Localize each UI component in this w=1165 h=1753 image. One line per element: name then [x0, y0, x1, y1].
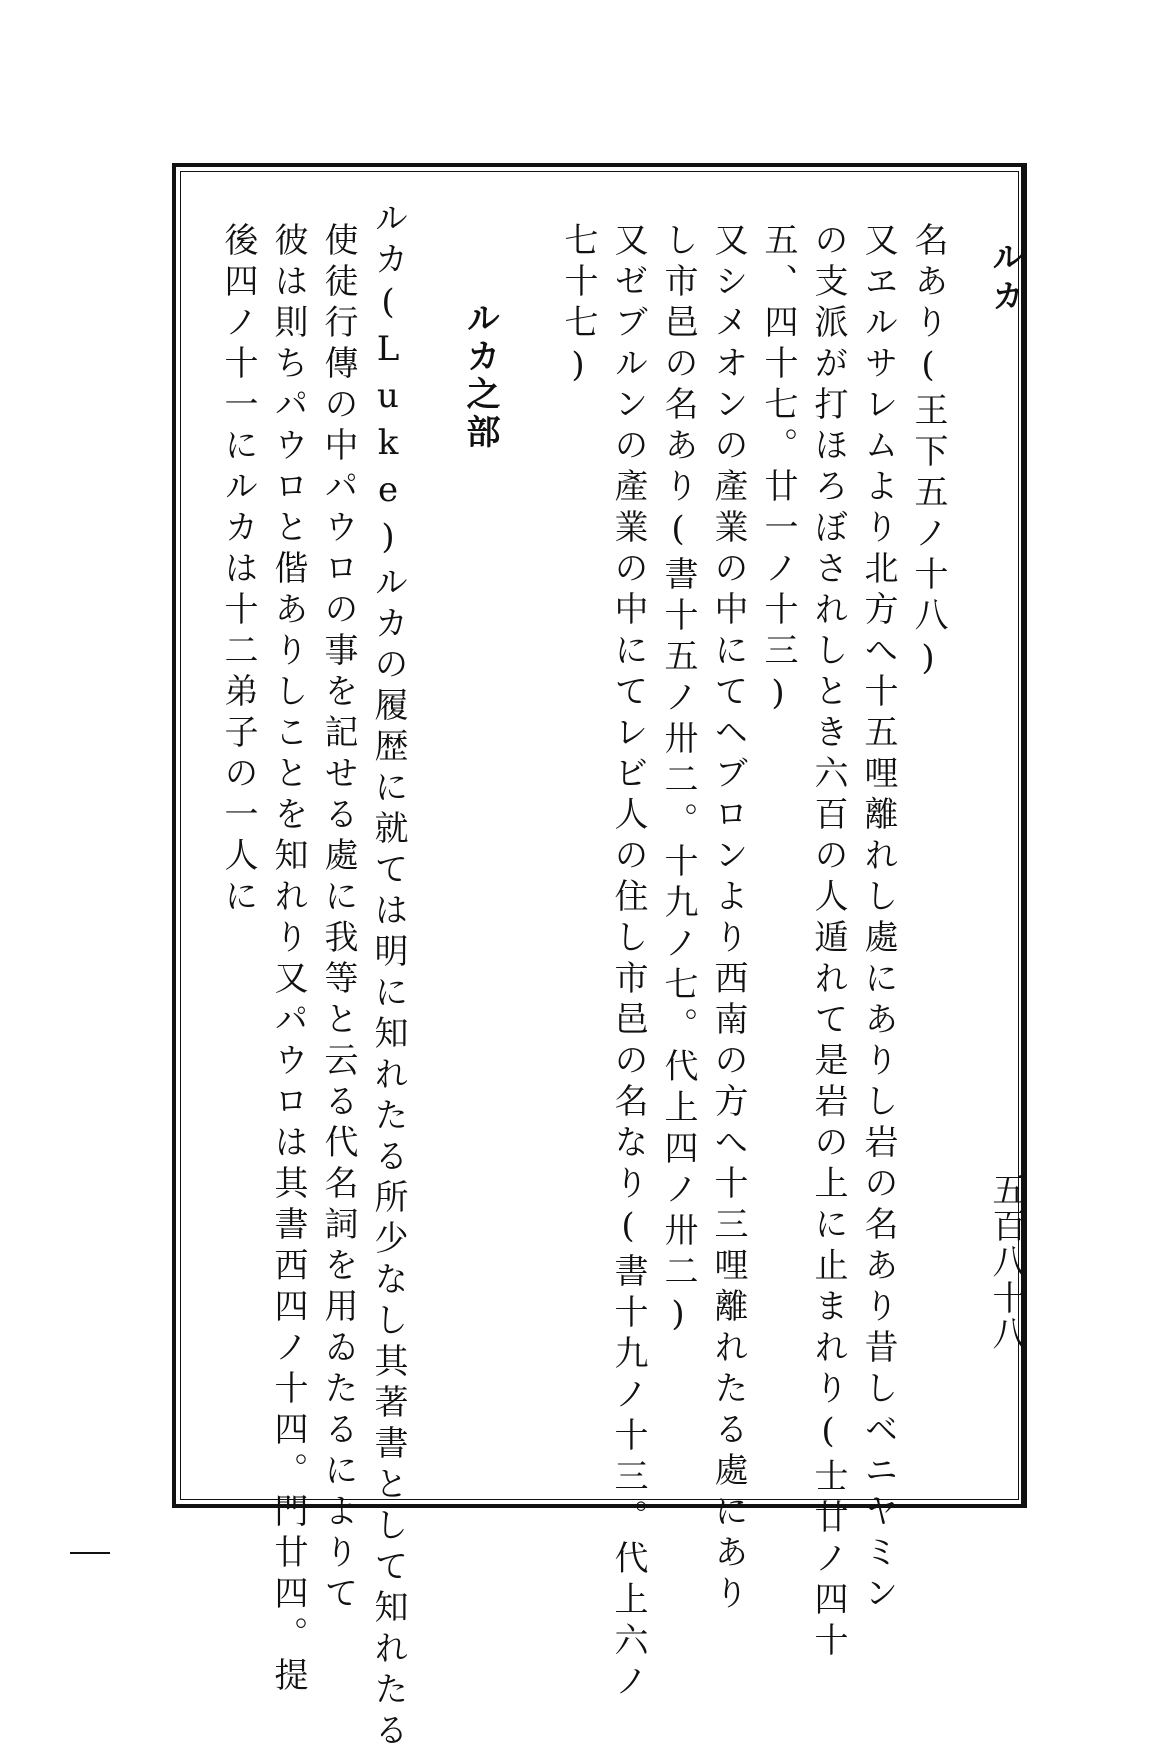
- luke-line: 後四ノ十一にルカは十二弟子の一人に: [218, 222, 258, 919]
- entry-line: 又ゼブルンの產業の中にてレビ人の住し市邑の名なり(書十九ノ十三。代上六ノ: [608, 222, 648, 1704]
- luke-line: 彼は則ちパウロと偕ありしことを知れり又パウロは其書西四ノ十四。門廿四。提: [268, 222, 308, 1698]
- entry-line: 又ヱルサレムより北方へ十五哩離れし處にありし岩の名あり昔しベニヤミン: [858, 222, 898, 1616]
- luke-line: ルカ(Luke)ルカの履歴に就ては明に知れたる所少なし其著書として知れたる: [368, 200, 408, 1753]
- page-number: 五百八十八: [986, 1172, 1026, 1352]
- entry-line: 五、四十七。廿一ノ十三): [758, 222, 798, 720]
- luke-line: 使徒行傳の中パウロの事を記せる處に我等と云る代名詞を用ゐたるによりて: [318, 222, 358, 1616]
- section-title: ルカ之部: [460, 300, 500, 452]
- entry-line: 七十七): [558, 222, 598, 392]
- margin-mark: [70, 1552, 110, 1554]
- entry-line: 又シメオンの產業の中にてヘブロンより西南の方へ十三哩離れたる處にあり: [708, 222, 748, 1616]
- entry-line: の支派が打ほろぼされしとき六百の人遁れて是岩の上に止まれり(士廿ノ四十: [808, 222, 848, 1663]
- entry-line: 名あり(王下五ノ十八): [908, 222, 948, 685]
- running-head: ルカ: [987, 240, 1025, 318]
- entry-line: し市邑の名あり(書十五ノ卅二。十九ノ七。代上四ノ卅二): [658, 222, 698, 1341]
